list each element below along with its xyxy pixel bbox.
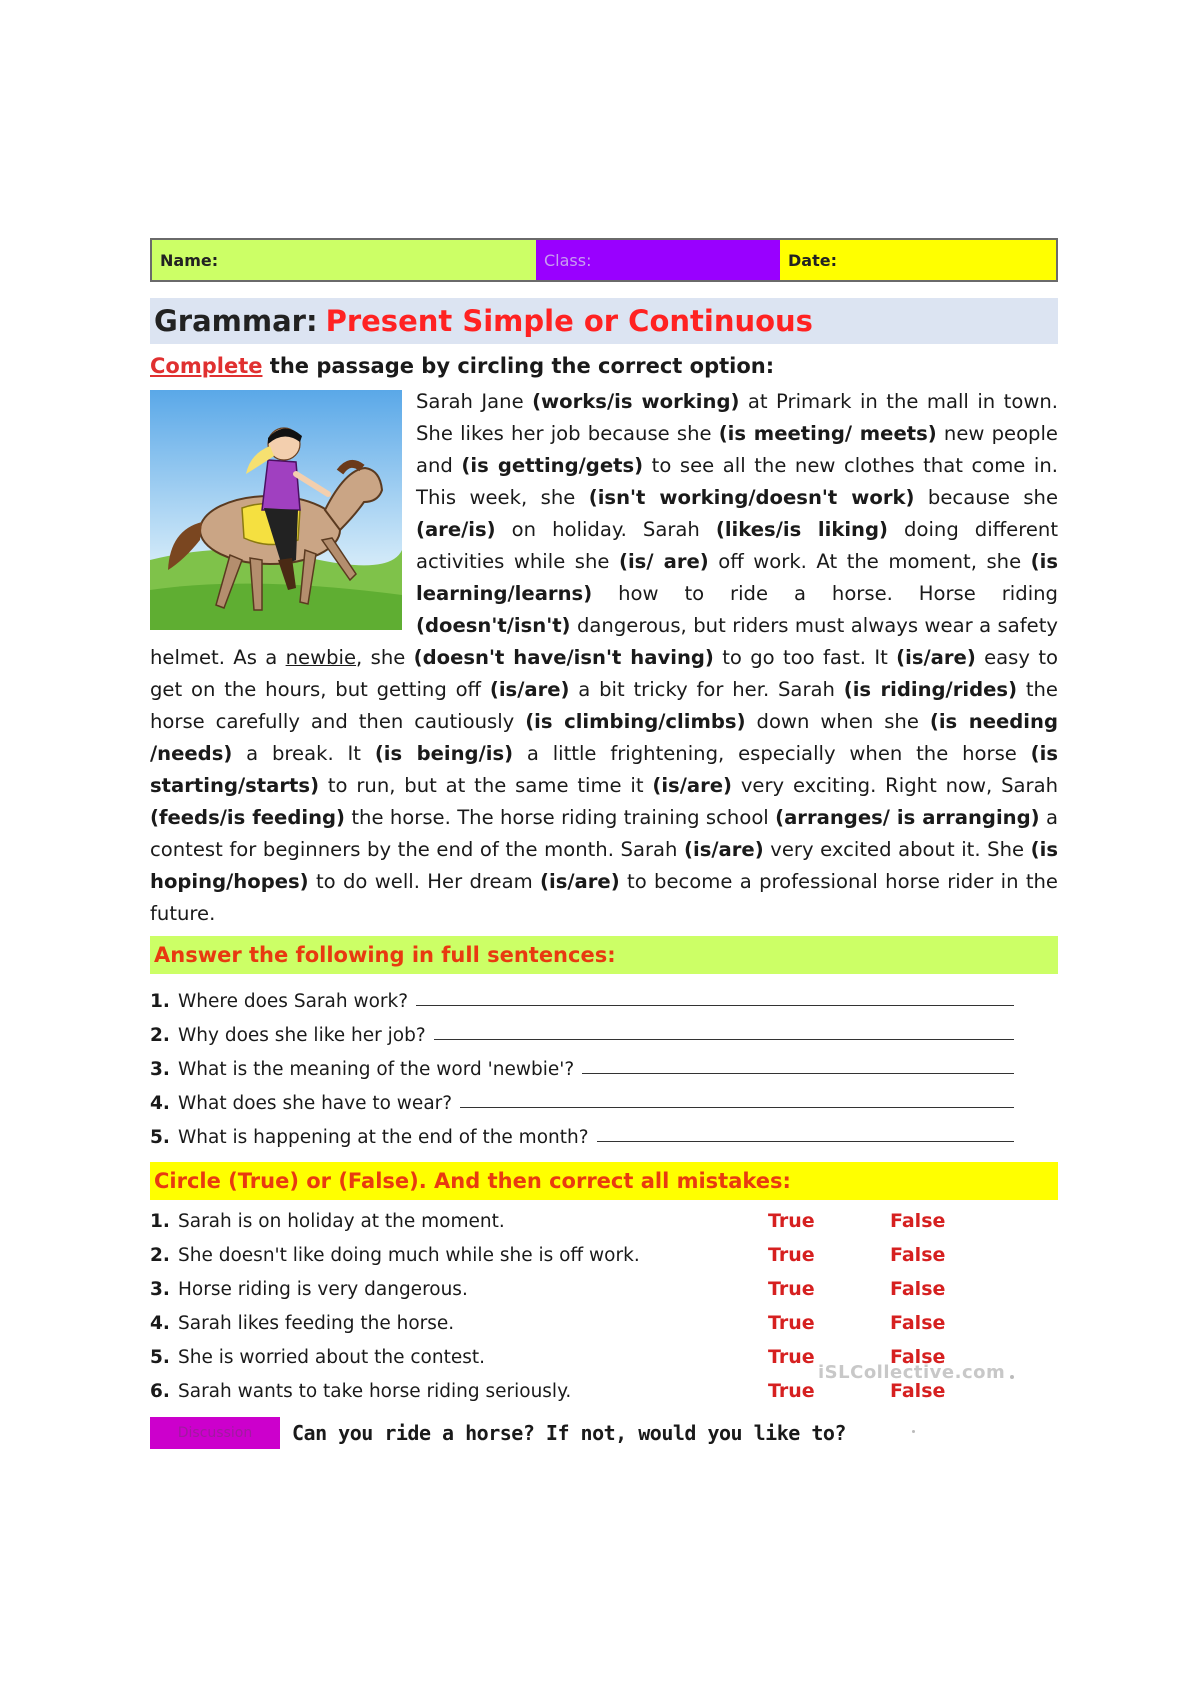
verb-option[interactable]: (is/are) [652,774,732,797]
true-false-row [150,1238,1058,1272]
verb-option[interactable]: (is/are) [489,678,570,701]
true-option[interactable]: True [768,1278,815,1300]
verb-option[interactable]: (is riding/rides) [843,678,1018,701]
false-option[interactable]: False [890,1244,946,1266]
passage-fragment: a bit tricky for her. Sarah [569,678,844,701]
passage-fragment: very excited about it. She [763,838,1031,861]
verb-option[interactable]: (doesn't/isn't) [416,614,571,637]
passage-fragment: Sarah Jane [416,390,533,413]
statement-text: Sarah likes feeding the horse. [178,1312,455,1334]
question-text: What does she have to wear? [178,1093,453,1114]
question-number: 3. [150,1059,170,1080]
verb-option[interactable]: (is/are) [896,646,976,669]
instruction-text: the passage by circling the correct option: [262,354,775,378]
date-label: Date: [788,250,837,270]
statement-number: 6. [150,1380,170,1402]
passage-fragment: because she [914,486,1058,509]
true-false-row [150,1306,1058,1340]
comprehension-questions [150,978,1058,1148]
verb-option[interactable]: (likes/is liking) [715,518,888,541]
question-number: 1. [150,991,170,1012]
statement-number: 4. [150,1312,170,1334]
passage-fragment: easy to get on the hours, but getting off [150,646,1058,701]
answer-line[interactable] [597,1141,1014,1142]
student-info-strip [150,238,1058,282]
false-option[interactable]: False [890,1210,946,1232]
verb-option[interactable]: (is/ are) [618,550,709,573]
true-false-row [150,1204,1058,1238]
verb-option[interactable]: (arranges/ is arranging) [775,806,1040,829]
passage-fragment: to become a professional horse rider in the future. [150,870,1058,925]
discussion-question: Can you ride a horse? If not, would you like to? [292,1421,846,1445]
answer-line[interactable] [460,1107,1014,1108]
question-text: What is happening at the end of the month? [178,1127,589,1148]
answer-line[interactable] [416,1005,1014,1006]
reading-passage [150,386,1058,930]
statement-text: Sarah wants to take horse riding seriously. [178,1380,572,1402]
passage-fragment: the horse. The horse riding training school [345,806,776,829]
statement-text: She is worried about the contest. [178,1346,485,1368]
answer-line[interactable] [582,1073,1014,1074]
scan-speck [1010,1375,1014,1379]
question-text: Where does Sarah work? [178,991,409,1012]
class-field[interactable] [536,240,780,280]
true-option[interactable]: True [768,1312,815,1334]
passage-fragment: new people and [416,422,1058,477]
statement-number: 1. [150,1210,170,1232]
false-option[interactable]: False [890,1346,946,1368]
verb-option[interactable]: (is being/is) [374,742,514,765]
false-option[interactable]: False [890,1312,946,1334]
question-row [150,978,1058,1012]
instruction-verb: Complete [150,354,263,378]
statement-text: Sarah is on holiday at the moment. [178,1210,505,1232]
statement-number: 5. [150,1346,170,1368]
vocabulary-word: newbie [285,646,357,669]
horse-rider-illustration [150,390,402,630]
name-field[interactable] [152,240,536,280]
verb-option[interactable]: (is meeting/ meets) [718,422,937,445]
passage-fragment: how to ride a horse. Horse riding [592,582,1058,605]
passage-fragment: off work. At the moment, she [708,550,1031,573]
verb-option[interactable]: (is hoping/hopes) [150,838,1058,893]
true-option[interactable]: True [768,1380,815,1402]
question-text: Why does she like her job? [178,1025,426,1046]
task-instruction [150,354,1058,378]
passage-fragment: a break. It [232,742,375,765]
false-option[interactable]: False [890,1380,946,1402]
statement-number: 2. [150,1244,170,1266]
question-row [150,1080,1058,1114]
verb-option[interactable]: (isn't working/doesn't work) [588,486,915,509]
true-option[interactable]: True [768,1244,815,1266]
verb-option[interactable]: (is learning/learns) [416,550,1058,605]
title-topic: Present Simple or Continuous [325,304,813,338]
statement-number: 3. [150,1278,170,1300]
verb-option[interactable]: (is/are) [540,870,620,893]
scan-speck [912,1430,915,1433]
verb-option[interactable]: (feeds/is feeding) [150,806,346,829]
verb-option[interactable]: (is/are) [684,838,764,861]
title-lead: Grammar: [154,304,318,338]
verb-option[interactable]: (is needing /needs) [150,710,1058,765]
statement-text: She doesn't like doing much while she is off work. [178,1244,640,1266]
passage-fragment: , she [356,646,414,669]
passage-fragment: down when she [745,710,930,733]
question-row [150,1046,1058,1080]
verb-option[interactable]: (doesn't have/isn't having) [413,646,714,669]
worksheet [150,238,1058,1452]
passage-fragment: to do well. Her dream [308,870,541,893]
true-option[interactable]: True [768,1210,815,1232]
class-label: Class: [544,250,592,270]
date-field[interactable] [780,240,1056,280]
question-number: 2. [150,1025,170,1046]
false-option[interactable]: False [890,1278,946,1300]
verb-option[interactable]: (is starting/starts) [150,742,1058,797]
statement-text: Horse riding is very dangerous. [178,1278,468,1300]
passage-fragment: on holiday. Sarah [495,518,716,541]
name-label: Name: [160,250,219,270]
passage-fragment: to run, but at the same time it [319,774,653,797]
questions-heading: Answer the following in full sentences: [150,936,1058,974]
true-false-row [150,1272,1058,1306]
passage-fragment: to see all the new clothes that come in. This week, she [416,454,1058,509]
passage-fragment: at Primark in the mall in town. She likes her job because she [416,390,1058,445]
question-number: 5. [150,1127,170,1148]
passage-fragment: very exciting. Right now, Sarah [732,774,1058,797]
passage-fragment: a little frightening, especially when the horse [513,742,1031,765]
question-row [150,1012,1058,1046]
discussion-tag: Discussion [150,1417,280,1449]
passage-fragment: the horse carefully and then cautiously [150,678,1058,733]
verb-option[interactable]: (is climbing/climbs) [525,710,746,733]
passage-fragment: dangerous, but riders must always wear a safety helmet. As a [150,614,1058,669]
question-row [150,1114,1058,1148]
true-option[interactable]: True [768,1346,815,1368]
true-false-heading: Circle (True) or (False). And then correct all mistakes: [150,1162,1058,1200]
worksheet-title [150,298,1058,344]
question-number: 4. [150,1093,170,1114]
discussion-row [150,1414,1058,1452]
passage-fragment: to go too fast. It [713,646,897,669]
verb-option[interactable]: (are/is) [416,518,496,541]
site-credit: iSLCollective.com [818,1362,1006,1383]
verb-option[interactable]: (works/is working) [532,390,740,413]
passage-fragment: doing different activities while she [416,518,1059,573]
passage-fragment: a contest for beginners by the end of the month. Sarah [150,806,1058,861]
answer-line[interactable] [434,1039,1014,1040]
question-text: What is the meaning of the word 'newbie'? [178,1059,575,1080]
verb-option[interactable]: (is getting/gets) [461,454,644,477]
